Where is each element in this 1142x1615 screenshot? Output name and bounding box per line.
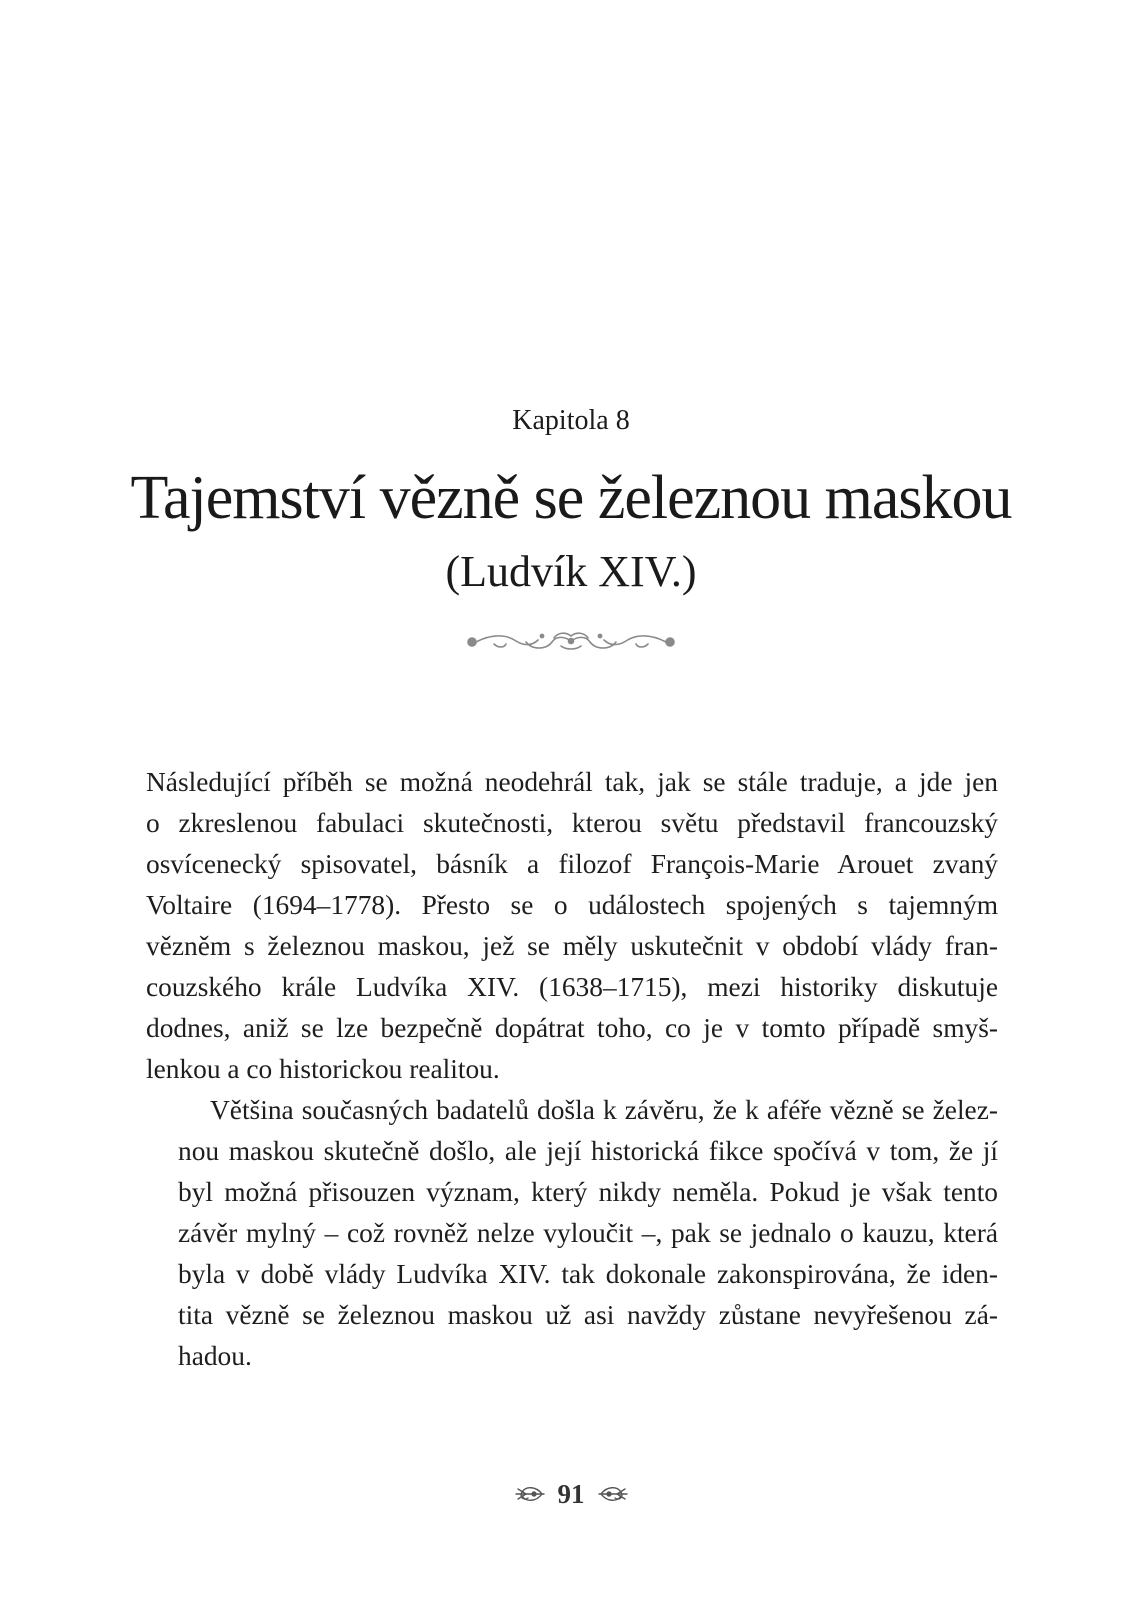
flourish-left-icon <box>512 1481 548 1507</box>
chapter-subtitle: (Ludvík XIV.) <box>445 547 697 596</box>
text-line: osvícenecký spisovatel, básník a filozof François-Marie Arouet zvaný <box>146 849 998 879</box>
chapter-label: Kapitola 8 <box>512 405 630 436</box>
paragraph-2 <box>146 1090 998 1377</box>
text-line: o zkreslenou fabulaci skutečnosti, kterou světu představil francouzský <box>146 808 998 838</box>
ornament-divider-icon <box>466 628 676 654</box>
page-number: 91 <box>557 1479 585 1509</box>
text-line: lenkou a co historickou realitou. <box>146 1054 500 1084</box>
text-line: nou maskou skutečně došlo, ale její historická fikce spočívá v tom, že jí <box>178 1136 998 1166</box>
page-footer <box>0 1478 1142 1510</box>
text-line: Voltaire (1694–1778). Přesto se o událostech spojených s tajemným <box>146 890 998 920</box>
flourish-right-icon <box>595 1481 631 1507</box>
text-line: hadou. <box>178 1341 252 1371</box>
text-line: couzského krále Ludvíka XIV. (1638–1715), mezi historiky diskutuje <box>146 972 998 1002</box>
body-text <box>146 762 998 1377</box>
text-line: tita vězně se železnou maskou už asi navždy zůstane nevyřešenou zá- <box>178 1300 998 1330</box>
text-line: vězněm s železnou maskou, jež se měly uskutečnit v období vlády fran- <box>146 931 998 961</box>
text-line: byl možná přisouzen význam, který nikdy neměla. Pokud je však tento <box>178 1177 998 1207</box>
text-line: Většina současných badatelů došla k závěru, že k aféře vězně se želez- <box>210 1095 998 1125</box>
text-line: byla v době vlády Ludvíka XIV. tak dokonale zakonspirována, že iden- <box>178 1259 998 1289</box>
text-line: dodnes, aniž se lze bezpečně dopátrat toho, co je v tomto případě smyš- <box>146 1013 998 1043</box>
text-line: závěr mylný – což rovněž nelze vyloučit –, pak se jednalo o kauzu, která <box>178 1218 998 1248</box>
chapter-title: Tajemství vězně se železnou maskou <box>130 464 1012 532</box>
text-line: Následující příběh se možná neodehrál tak, jak se stále traduje, a jde jen <box>146 767 998 797</box>
paragraph-1 <box>146 762 998 1090</box>
